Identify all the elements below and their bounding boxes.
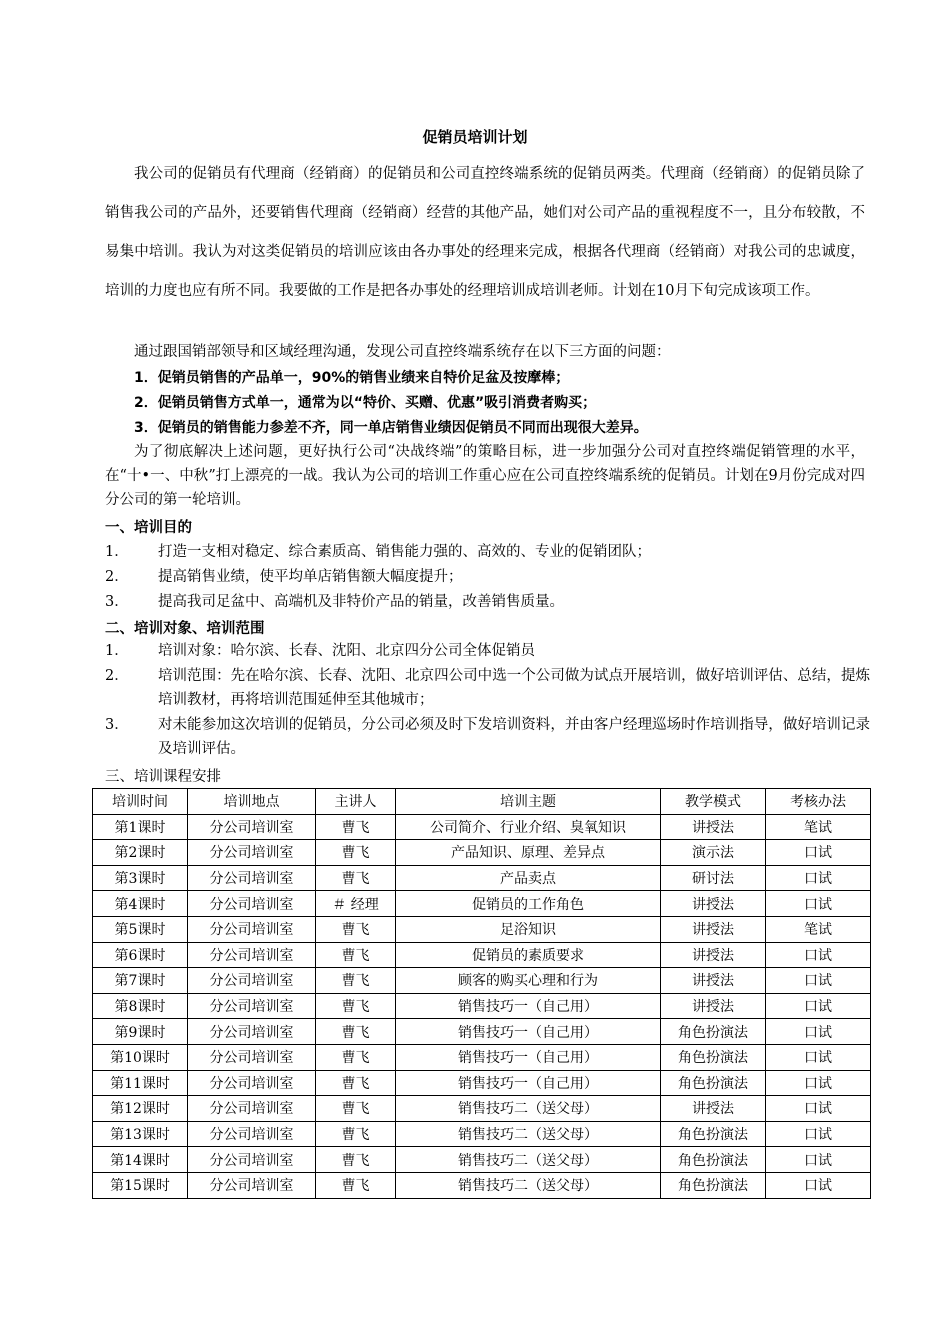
cell-location: 分公司培训室 <box>188 1044 316 1070</box>
cell-mode: 角色扮演法 <box>661 1121 766 1147</box>
cell-speaker: 曹飞 <box>316 942 396 968</box>
document-title: 促销员培训计划 <box>422 128 528 146</box>
cell-topic: 促销员的工作角色 <box>396 891 661 917</box>
cell-speaker: ＃ 经理 <box>316 891 396 917</box>
cell-mode: 角色扮演法 <box>661 1044 766 1070</box>
cell-assessment: 口试 <box>766 891 871 917</box>
item-number: 3． <box>105 594 129 610</box>
purpose-item <box>105 540 870 564</box>
cell-location: 分公司培训室 <box>188 1121 316 1147</box>
cell-assessment: 口试 <box>766 1147 871 1173</box>
cell-location: 分公司培训室 <box>188 840 316 866</box>
table-row <box>93 840 871 866</box>
cell-mode: 讲授法 <box>661 993 766 1019</box>
plan-paragraph: 为了彻底解决上述问题，更好执行公司“决战终端”的策略目标，进一步加强分公司对直控终端促销管理的水平，在“十•一、中秋”打上漂亮的一战。我认为公司的培训工作重心应在公司直控终端系统的促销员。计划在9月份完成对四分公司的第一轮培训。 <box>105 444 865 508</box>
cell-topic: 销售技巧二（送父母） <box>396 1147 661 1173</box>
header-col-mode: 教学模式 <box>661 789 766 815</box>
cell-speaker: 曹飞 <box>316 1070 396 1096</box>
cell-topic: 产品知识、原理、差异点 <box>396 840 661 866</box>
cell-topic: 顾客的购买心理和行为 <box>396 968 661 994</box>
cell-topic: 足浴知识 <box>396 916 661 942</box>
cell-speaker: 曹飞 <box>316 1096 396 1122</box>
table-row <box>93 942 871 968</box>
cell-speaker: 曹飞 <box>316 968 396 994</box>
cell-assessment: 口试 <box>766 993 871 1019</box>
table-row <box>93 1121 871 1147</box>
cell-speaker: 曹飞 <box>316 865 396 891</box>
header-col-location: 培训地点 <box>188 789 316 815</box>
intro-paragraph: 我公司的促销员有代理商（经销商）的促销员和公司直控终端系统的促销员两类。代理商（经销商）的促销员除了销售我公司的产品外，还要销售代理商（经销商）经营的其他产品，她们对公司产品的重视程度不一，且分布较散，不易集中培训。我认为对这类促销员的培训应该由各办事处的经理来完成，根据各代理商（经销商）对我公司的忠诚度，培训的力度也应有所不同。我要做的工作是把各办事处的经理培训成培训老师。计划在10月下旬完成该项工作。 <box>105 166 865 299</box>
table-row <box>93 1070 871 1096</box>
cell-mode: 讲授法 <box>661 814 766 840</box>
cell-speaker: 曹飞 <box>316 1172 396 1198</box>
cell-topic: 销售技巧一（自己用） <box>396 1044 661 1070</box>
cell-speaker: 曹飞 <box>316 1044 396 1070</box>
cell-topic: 产品卖点 <box>396 865 661 891</box>
item-number: 3． <box>105 717 129 733</box>
item-text: 培训对象：哈尔滨、长春、沈阳、北京四分公司全体促销员 <box>158 643 535 659</box>
cell-time: 第3课时 <box>93 865 188 891</box>
cell-location: 分公司培训室 <box>188 865 316 891</box>
cell-time: 第9课时 <box>93 1019 188 1045</box>
header-col-time: 培训时间 <box>93 789 188 815</box>
purpose-item <box>105 590 870 614</box>
cell-topic: 销售技巧二（送父母） <box>396 1172 661 1198</box>
cell-time: 第4课时 <box>93 891 188 917</box>
cell-time: 第15课时 <box>93 1172 188 1198</box>
cell-topic: 销售技巧一（自己用） <box>396 1019 661 1045</box>
cell-speaker: 曹飞 <box>316 1147 396 1173</box>
cell-mode: 讲授法 <box>661 968 766 994</box>
table-row <box>93 814 871 840</box>
cell-time: 第1课时 <box>93 814 188 840</box>
cell-assessment: 口试 <box>766 1044 871 1070</box>
header-col-assessment: 考核办法 <box>766 789 871 815</box>
target-item <box>105 639 870 663</box>
cell-assessment: 口试 <box>766 840 871 866</box>
table-row <box>93 891 871 917</box>
cell-topic: 促销员的素质要求 <box>396 942 661 968</box>
cell-mode: 角色扮演法 <box>661 1019 766 1045</box>
cell-location: 分公司培训室 <box>188 993 316 1019</box>
item-text: 培训范围：先在哈尔滨、长春、沈阳、北京四公司中选一个公司做为试点开展培训，做好培训评估、总结，提炼培训教材，再将培训范围延伸至其他城市； <box>158 668 870 708</box>
cell-topic: 销售技巧二（送父母） <box>396 1121 661 1147</box>
header-col-speaker: 主讲人 <box>316 789 396 815</box>
table-row <box>93 993 871 1019</box>
cell-location: 分公司培训室 <box>188 891 316 917</box>
cell-topic: 销售技巧一（自己用） <box>396 993 661 1019</box>
schedule-table <box>92 788 871 1199</box>
cell-mode: 角色扮演法 <box>661 1070 766 1096</box>
cell-mode: 讲授法 <box>661 942 766 968</box>
problem-item: 1．促销员销售的产品单一，90%的销售业绩来自特价足盆及按摩棒； <box>134 370 570 386</box>
item-number: 1． <box>105 544 129 560</box>
section-heading-schedule: 三、培训课程安排 <box>105 769 221 785</box>
cell-assessment: 口试 <box>766 1070 871 1096</box>
cell-time: 第13课时 <box>93 1121 188 1147</box>
section-heading-target: 二、培训对象、培训范围 <box>105 621 265 637</box>
table-row <box>93 1147 871 1173</box>
cell-mode: 演示法 <box>661 840 766 866</box>
cell-assessment: 笔试 <box>766 916 871 942</box>
cell-location: 分公司培训室 <box>188 1172 316 1198</box>
item-number: 1． <box>105 643 129 659</box>
cell-time: 第12课时 <box>93 1096 188 1122</box>
cell-assessment: 口试 <box>766 942 871 968</box>
header-col-topic: 培训主题 <box>396 789 661 815</box>
cell-mode: 角色扮演法 <box>661 1147 766 1173</box>
cell-time: 第14课时 <box>93 1147 188 1173</box>
problem-item: 2．促销员销售方式单一，通常为以“特价、买赠、优惠”吸引消费者购买； <box>134 395 597 411</box>
cell-mode: 角色扮演法 <box>661 1172 766 1198</box>
item-number: 2． <box>105 668 129 684</box>
cell-mode: 讲授法 <box>661 916 766 942</box>
purpose-item <box>105 565 870 589</box>
cell-time: 第8课时 <box>93 993 188 1019</box>
cell-assessment: 口试 <box>766 1019 871 1045</box>
cell-mode: 研讨法 <box>661 865 766 891</box>
target-item <box>105 713 870 761</box>
cell-mode: 讲授法 <box>661 1096 766 1122</box>
table-row <box>93 916 871 942</box>
cell-speaker: 曹飞 <box>316 1121 396 1147</box>
table-row <box>93 1019 871 1045</box>
cell-time: 第5课时 <box>93 916 188 942</box>
item-text: 对未能参加这次培训的促销员，分公司必须及时下发培训资料，并由客户经理巡场时作培训指导，做好培训记录及培训评估。 <box>158 717 870 757</box>
cell-location: 分公司培训室 <box>188 1019 316 1045</box>
target-item <box>105 664 870 712</box>
cell-location: 分公司培训室 <box>188 1147 316 1173</box>
cell-speaker: 曹飞 <box>316 814 396 840</box>
item-number: 2． <box>105 569 129 585</box>
cell-mode: 讲授法 <box>661 891 766 917</box>
cell-time: 第6课时 <box>93 942 188 968</box>
cell-time: 第11课时 <box>93 1070 188 1096</box>
cell-location: 分公司培训室 <box>188 916 316 942</box>
cell-assessment: 口试 <box>766 1172 871 1198</box>
cell-assessment: 口试 <box>766 1096 871 1122</box>
cell-time: 第10课时 <box>93 1044 188 1070</box>
table-row <box>93 1172 871 1198</box>
cell-assessment: 笔试 <box>766 814 871 840</box>
cell-assessment: 口试 <box>766 1121 871 1147</box>
cell-speaker: 曹飞 <box>316 1019 396 1045</box>
cell-location: 分公司培训室 <box>188 1096 316 1122</box>
cell-time: 第7课时 <box>93 968 188 994</box>
cell-location: 分公司培训室 <box>188 814 316 840</box>
table-header-row <box>93 789 871 815</box>
cell-topic: 销售技巧二（送父母） <box>396 1096 661 1122</box>
cell-topic: 公司简介、行业介绍、臭氧知识 <box>396 814 661 840</box>
table-row <box>93 1096 871 1122</box>
cell-location: 分公司培训室 <box>188 968 316 994</box>
section-heading-purpose: 一、培训目的 <box>105 520 192 536</box>
item-text: 提高销售业绩，使平均单店销售额大幅度提升； <box>158 569 463 585</box>
cell-topic: 销售技巧一（自己用） <box>396 1070 661 1096</box>
cell-assessment: 口试 <box>766 968 871 994</box>
survey-paragraph: 通过跟国销部领导和区域经理沟通，发现公司直控终端系统存在以下三方面的问题： <box>134 344 671 360</box>
cell-speaker: 曹飞 <box>316 916 396 942</box>
item-text: 提高我司足盆中、高端机及非特价产品的销量，改善销售质量。 <box>158 594 564 610</box>
cell-speaker: 曹飞 <box>316 840 396 866</box>
cell-location: 分公司培训室 <box>188 942 316 968</box>
cell-time: 第2课时 <box>93 840 188 866</box>
problem-item: 3．促销员的销售能力参差不齐，同一单店销售业绩因促销员不同而出现很大差异。 <box>134 420 648 436</box>
table-row <box>93 865 871 891</box>
cell-location: 分公司培训室 <box>188 1070 316 1096</box>
item-text: 打造一支相对稳定、综合素质高、销售能力强的、高效的、专业的促销团队； <box>158 544 651 560</box>
table-row <box>93 968 871 994</box>
cell-assessment: 口试 <box>766 865 871 891</box>
table-row <box>93 1044 871 1070</box>
cell-speaker: 曹飞 <box>316 993 396 1019</box>
